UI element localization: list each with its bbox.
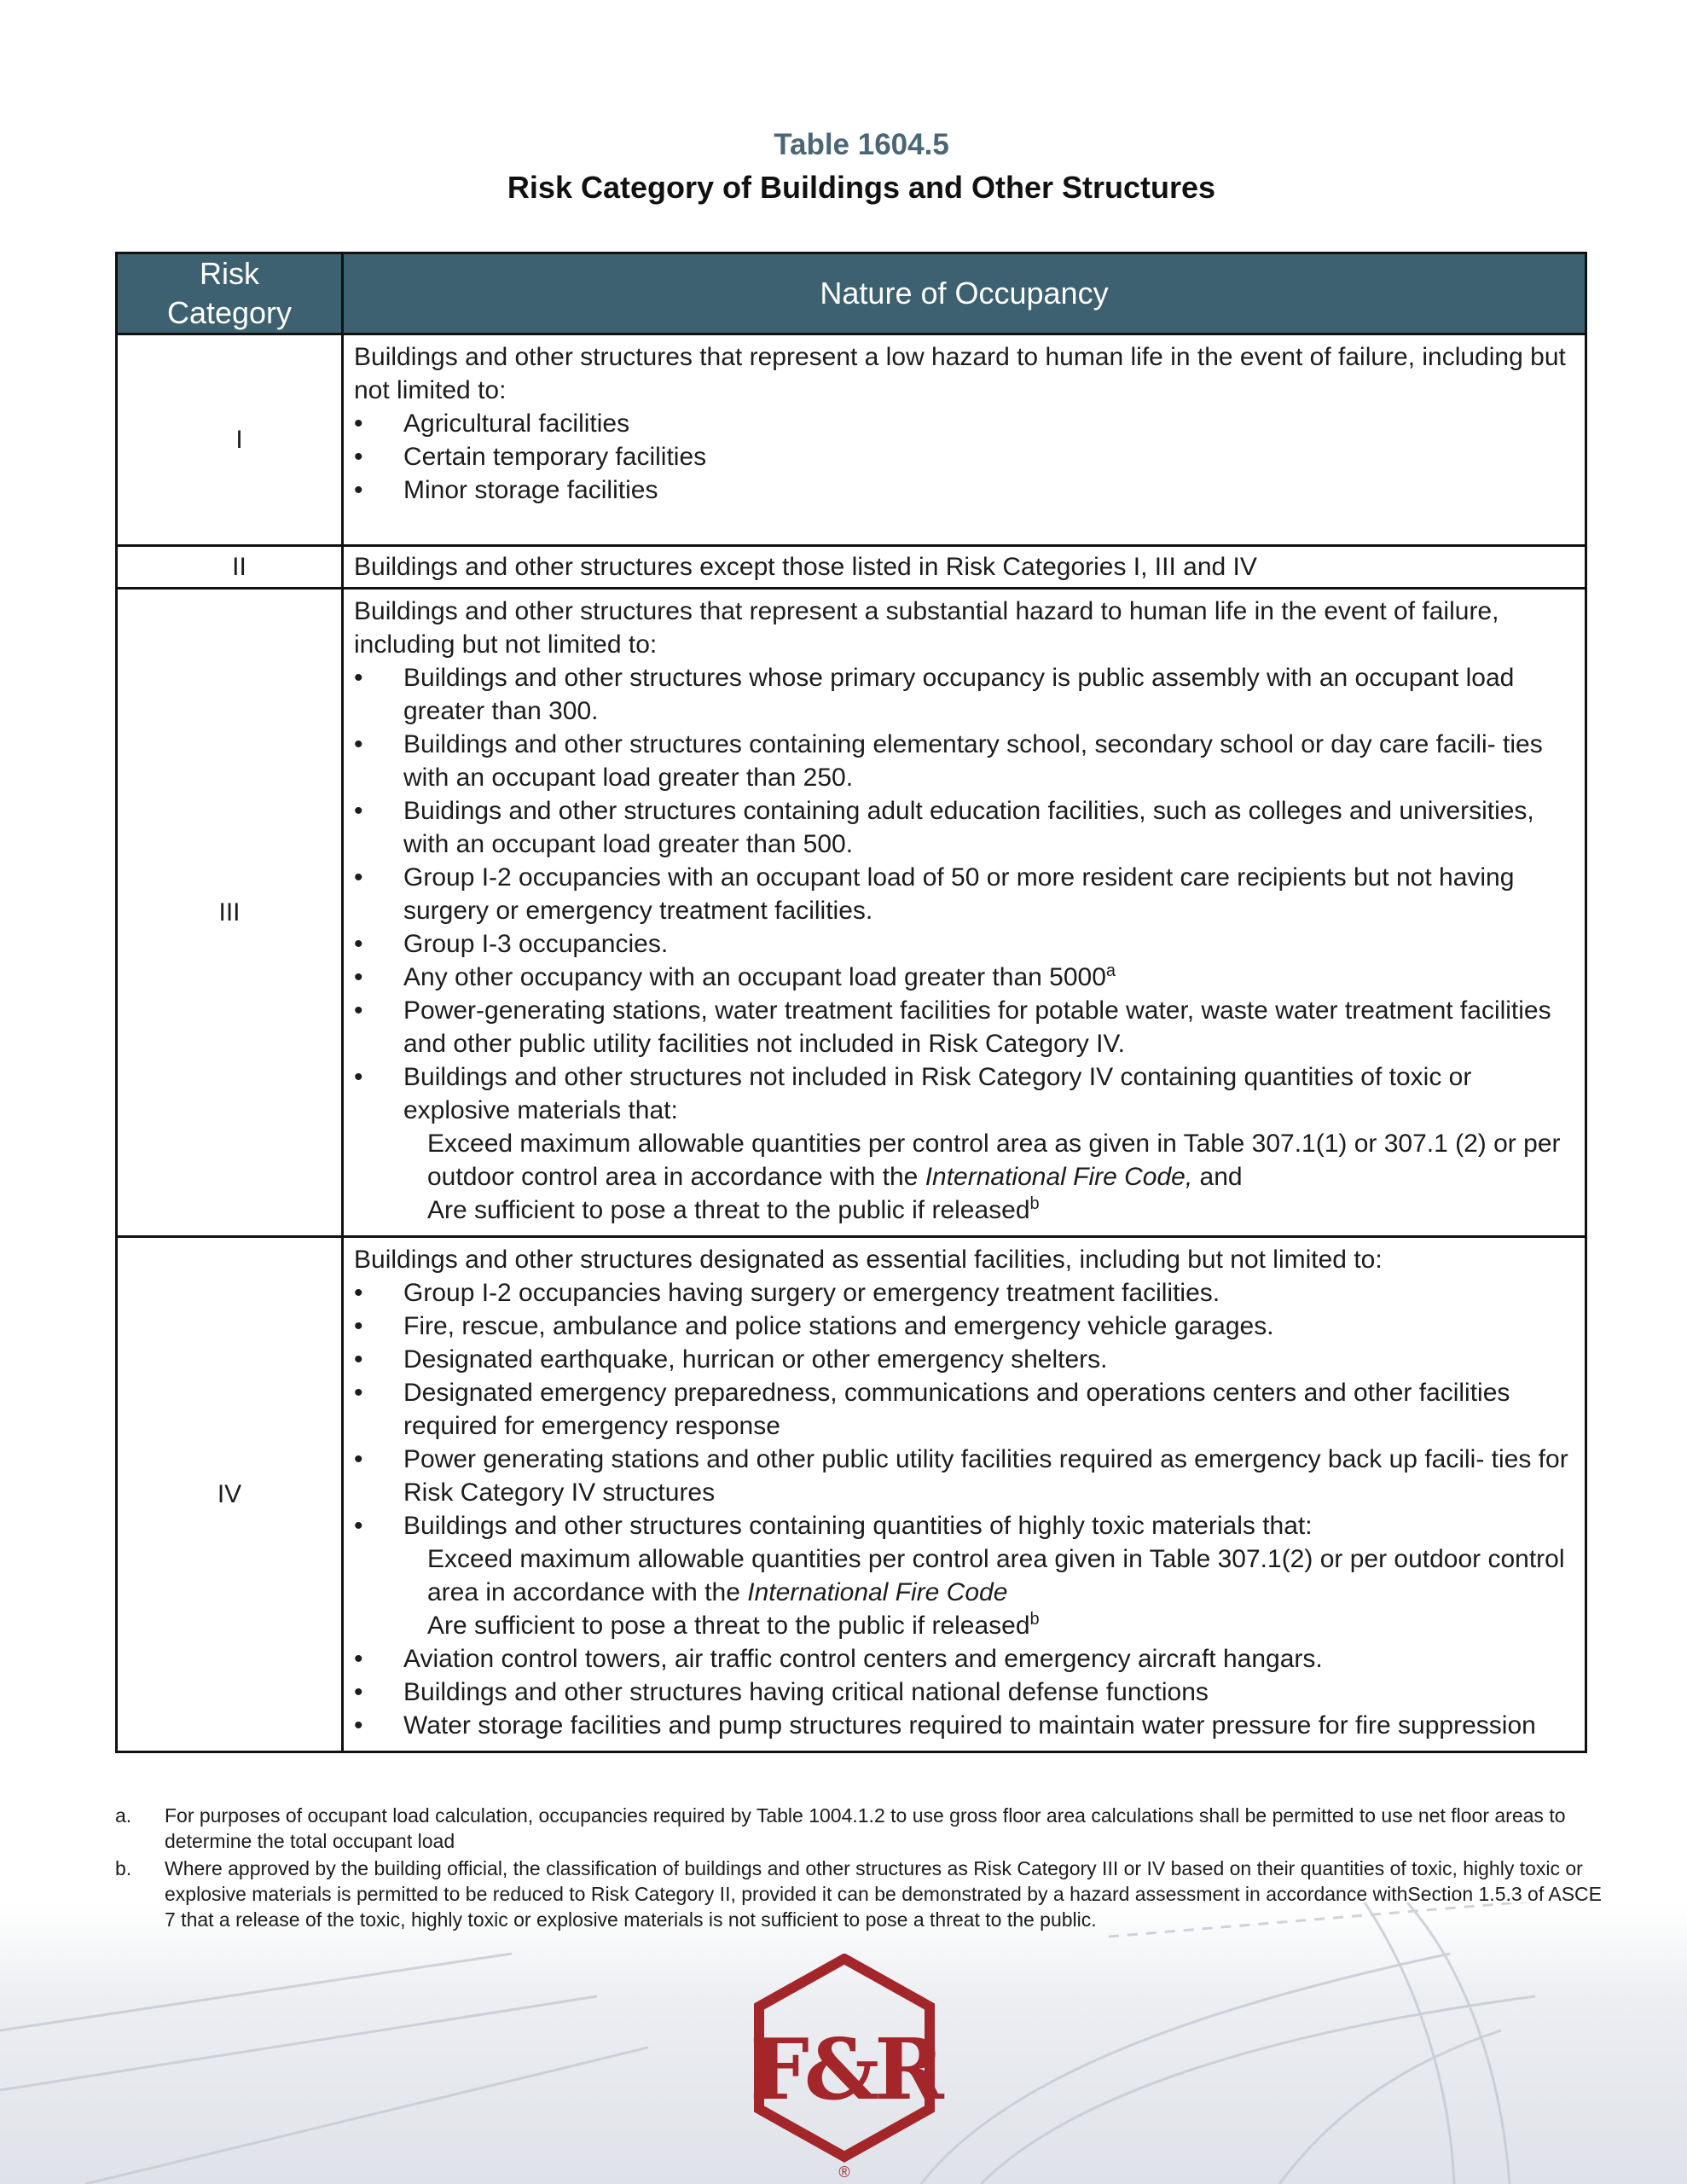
list-item: • Certain temporary facilities xyxy=(354,440,1576,473)
footnote-label: b. xyxy=(115,1857,132,1879)
footnote-ref: b xyxy=(1029,1194,1040,1213)
list-item: • Fire, rescue, ambulance and police stations and emergency vehicle garages. xyxy=(354,1310,1576,1343)
list-item: • Group I-2 occupancies with an occupant load of 50 or more resident care recipients but not having surgery or emergency treatment facilities. xyxy=(354,861,1576,927)
sub-item xyxy=(354,1542,1576,1609)
occupancy-cell xyxy=(343,334,1586,546)
list-item: • Group I-3 occupancies. xyxy=(354,927,1576,961)
risk-category-cell: II xyxy=(117,546,343,589)
table-row xyxy=(117,546,1586,589)
footnote-ref: b xyxy=(1029,1610,1040,1629)
list-item: • Buildings and other structures whose primary occupancy is public assembly with an occupant load greater than 300. xyxy=(354,661,1576,728)
list-item: • Buildings and other structures containing quantities of highly toxic materials that: xyxy=(354,1509,1576,1542)
occupancy-cell xyxy=(343,546,1586,589)
footnote xyxy=(115,1803,1606,1854)
header-risk-category-label: Risk Category xyxy=(166,256,293,330)
occupancy-list xyxy=(354,407,1576,507)
occupancy-intro: Buildings and other structures that represent a substantial hazard to human life in the event of failure, including but not limited to: xyxy=(354,597,1499,659)
list-item: • Buildings and other structures not included in Risk Category IV containing quantities of toxic or explosive materials that: xyxy=(354,1060,1576,1127)
sub-item-text: Exceed maximum allowable quantities per control area given in Table 307.1(2) or per outdoor control area in accordance with the xyxy=(427,1545,1565,1606)
list-item: • Power-generating stations, water treatment facilities for potable water, waste water treatment facilities and other public utility facilities not included in Risk Category IV. xyxy=(354,994,1576,1060)
footnote-ref: a xyxy=(1105,961,1116,980)
sub-item-text: Are sufficient to pose a threat to the public if released xyxy=(427,1612,1030,1640)
list-item: • Buildings and other structures containing elementary school, secondary school or day care facili- ties with an occupant load greater than 250. xyxy=(354,728,1576,794)
list-item: • Designated earthquake, hurrican or other emergency shelters. xyxy=(354,1343,1576,1376)
footnote xyxy=(115,1856,1606,1932)
occupancy-cell xyxy=(343,589,1586,1237)
list-item-text: Any other occupancy with an occupant load greater than 5000 xyxy=(403,963,1106,991)
sub-item-text: Exceed maximum allowable quantities per control area as given in Table 307.1(1) or 307.1 (2) or per outdoor control area in accordance with the xyxy=(427,1130,1561,1191)
list-item xyxy=(354,961,1576,994)
sub-item xyxy=(354,1127,1576,1194)
list-item: • Buidings and other structures containing adult education facilities, such as colleges and universities, with an occupant load greater than 500. xyxy=(354,794,1576,861)
sub-item-text: and xyxy=(1192,1163,1243,1191)
occupancy-cell xyxy=(343,1237,1586,1752)
code-reference: International Fire Code, xyxy=(925,1163,1193,1191)
code-reference: International Fire Code xyxy=(747,1578,1008,1606)
sub-item xyxy=(354,1609,1576,1642)
fr-logo xyxy=(749,1954,945,2180)
sub-item xyxy=(354,1194,1576,1227)
list-item: • Minor storage facilities xyxy=(354,473,1576,507)
list-item: • Group I-2 occupancies having surgery or emergency treatment facilities. xyxy=(354,1276,1576,1310)
sub-item-text: Are sufficient to pose a threat to the public if released xyxy=(427,1196,1030,1224)
list-item: • Aviation control towers, air traffic control centers and emergency aircraft hangars. xyxy=(354,1642,1576,1676)
risk-category-cell: III xyxy=(117,589,343,1237)
registered-mark: ® xyxy=(838,2164,850,2180)
table-row xyxy=(117,1237,1586,1752)
table-header-row xyxy=(117,253,1586,334)
header-risk-category xyxy=(117,253,343,334)
risk-category-cell: IV xyxy=(117,1237,343,1752)
occupancy-intro: Buildings and other structures that represent a low hazard to human life in the event of failure, including but not limited to: xyxy=(354,343,1566,404)
list-item: • Water storage facilities and pump structures required to maintain water pressure for fire suppression xyxy=(354,1709,1576,1742)
risk-category-table xyxy=(115,252,1587,1753)
occupancy-list xyxy=(354,661,1576,1127)
risk-category-cell: I xyxy=(117,334,343,546)
list-item: • Designated emergency preparedness, communications and operations centers and other facilities required for emergency response xyxy=(354,1376,1576,1443)
footnote-text: For purposes of occupant load calculation, occupancies required by Table 1004.1.2 to use gross floor area calculations shall be permitted to use net floor areas to determine the total occupant load xyxy=(165,1804,1566,1852)
header-nature-of-occupancy: Nature of Occupancy xyxy=(343,253,1586,334)
table-number: Table 1604.5 xyxy=(774,128,949,161)
list-item: • Power generating stations and other public utility facilities required as emergency back up facili- ties for Risk Category IV structures xyxy=(354,1443,1576,1509)
list-item: • Buildings and other structures having critical national defense functions xyxy=(354,1676,1576,1709)
occupancy-intro: Buildings and other structures except those listed in Risk Categories I, III and IV xyxy=(354,553,1257,581)
footnote-label: a. xyxy=(115,1804,132,1827)
footnote-text: Where approved by the building official, the classification of buildings and other structures as Risk Category III or IV based on their quantities of toxic, highly toxic or explosive materials is permitted to be reduced to Risk Category II, provided it can be demonstrated by a hazard assessment in accordance withSection 1.5.3 of ASCE 7 that a release of the toxic, highly toxic or explosive materials is not sufficient to pose a threat to the public. xyxy=(165,1857,1602,1931)
logo-text: F&R xyxy=(750,2021,939,2119)
table-row xyxy=(117,589,1586,1237)
occupancy-list xyxy=(354,1276,1576,1542)
table-title: Risk Category of Buildings and Other Structures xyxy=(507,170,1216,205)
table-row xyxy=(117,334,1586,546)
title-block xyxy=(0,124,1687,209)
footnotes xyxy=(115,1803,1606,1934)
occupancy-intro: Buildings and other structures designated as essential facilities, including but not limited to: xyxy=(354,1246,1383,1274)
list-item: • Agricultural facilities xyxy=(354,407,1576,440)
occupancy-list xyxy=(354,1642,1576,1742)
